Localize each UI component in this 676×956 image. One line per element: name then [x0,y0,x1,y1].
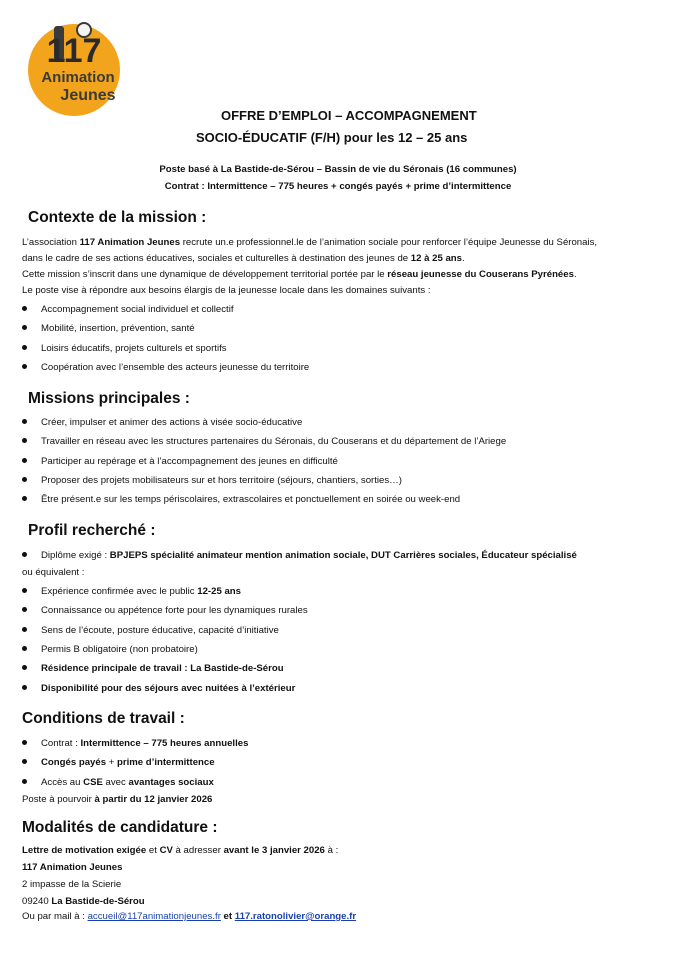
section-heading-contexte: Contexte de la mission : [28,209,207,226]
paragraph: Le poste vise à répondre aux besoins élargis de la jeunesse locale dans les domaines suivants : [22,285,431,296]
list-item: Coopération avec l’ensemble des acteurs jeunesse du territoire [22,362,309,373]
list-item: Connaissance ou appétence forte pour les dynamiques rurales [22,605,308,616]
bullet-icon [22,345,27,350]
logo-line1: Animation [41,69,115,86]
list-item: Proposer des projets mobilisateurs sur et hors territoire (séjours, chantiers, sorties…) [22,475,402,486]
organization-name: 117 Animation Jeunes [22,862,123,873]
logo [24,18,128,118]
list-item: Congés payés + prime d’intermittence [22,757,215,768]
list-item: Sens de l’écoute, posture éducative, capacité d’initiative [22,625,279,636]
bullet-icon [22,779,27,784]
list-item: Être présent.e sur les temps périscolaires, extrascolaires et ponctuellement en soirée ou week-end [22,494,460,505]
section-heading-conditions: Conditions de travail : [22,710,185,727]
paragraph: dans le cadre de ses actions éducatives, sociales et culturelles à destination des jeunes de 12 à 25 ans. [22,253,465,264]
email-link-ratonolivier[interactable]: 117.ratonolivier@orange.fr [234,911,357,922]
paragraph: Lettre de motivation exigée et CV à adresser avant le 3 janvier 2026 à : [22,845,339,856]
address-line: 2 impasse de la Scierie [22,879,122,890]
list-item: Participer au repérage et à l’accompagnement des jeunes en difficulté [22,456,338,467]
bullet-icon [22,325,27,330]
list-item: Permis B obligatoire (non probatoire) [22,644,198,655]
list-item: Travailler en réseau avec les structures partenaires du Séronais, du Couserans et du département de l’Ariege [22,436,506,447]
section-heading-modalites: Modalités de candidature : [22,819,218,836]
list-item: Accès au CSE avec avantages sociaux [22,777,214,788]
bullet-icon [22,607,27,612]
bullet-icon [22,685,27,690]
bullet-icon [22,458,27,463]
bullet-icon [22,306,27,311]
bullet-icon [22,646,27,651]
paragraph: ou équivalent : [22,567,85,578]
address-city: 09240 La Bastide-de-Sérou [22,896,145,907]
subtitle-line2: Contrat : Intermittence – 775 heures + congés payés + prime d’intermittence [164,181,512,192]
list-item: Expérience confirmée avec le public 12-25 ans [22,586,241,597]
section-heading-profil: Profil recherché : [28,522,156,539]
title-line2: SOCIO-ÉDUCATIF (F/H) pour les 12 – 25 ans [196,130,468,145]
section-heading-missions: Missions principales : [28,390,190,407]
bullet-icon [22,477,27,482]
list-item: Diplôme exigé : BPJEPS spécialité animateur mention animation sociale, DUT Carrières sociales, Éducateur spécialisé [22,550,577,561]
list-item: Accompagnement social individuel et collectif [22,304,234,315]
bullet-icon [22,496,27,501]
list-item: Loisirs éducatifs, projets culturels et sportifs [22,343,227,354]
bullet-icon [22,588,27,593]
bullet-icon [22,665,27,670]
contact-emails: Ou par mail à : accueil@117animationjeunes.fr et 117.ratonolivier@orange.fr [22,911,357,922]
bullet-icon [22,627,27,632]
title-line1: OFFRE D’EMPLOI – ACCOMPAGNEMENT [221,108,477,123]
bullet-icon [22,438,27,443]
paragraph: Cette mission s’inscrit dans une dynamique de développement territorial portée par le réseau jeunesse du Couserans Pyrénées. [22,269,577,280]
bullet-icon [22,552,27,557]
logo-line2: Jeunes [60,87,116,104]
bullet-icon [22,419,27,424]
list-item: Contrat : Intermittence – 775 heures annuelles [22,738,248,749]
bullet-icon [22,364,27,369]
email-link-accueil[interactable]: accueil@117animationjeunes.fr [87,911,221,922]
subtitle-line1: Poste basé à La Bastide-de-Sérou – Bassin de vie du Séronais (16 communes) [159,164,517,175]
list-item: Créer, impulser et animer des actions à visée socio-éducative [22,417,302,428]
paragraph: Poste à pourvoir à partir du 12 janvier 2026 [22,794,213,805]
bullet-icon [22,759,27,764]
bullet-icon [22,740,27,745]
list-item: Mobilité, insertion, prévention, santé [22,323,195,334]
logo-number: 117 [46,32,102,70]
list-item: Disponibilité pour des séjours avec nuitées à l’extérieur [22,683,295,694]
paragraph: L’association 117 Animation Jeunes recrute un.e professionnel.le de l’animation sociale pour renforcer l’équipe Jeunesse du Séronais, [22,237,598,248]
list-item: Résidence principale de travail : La Bastide-de-Sérou [22,663,284,674]
